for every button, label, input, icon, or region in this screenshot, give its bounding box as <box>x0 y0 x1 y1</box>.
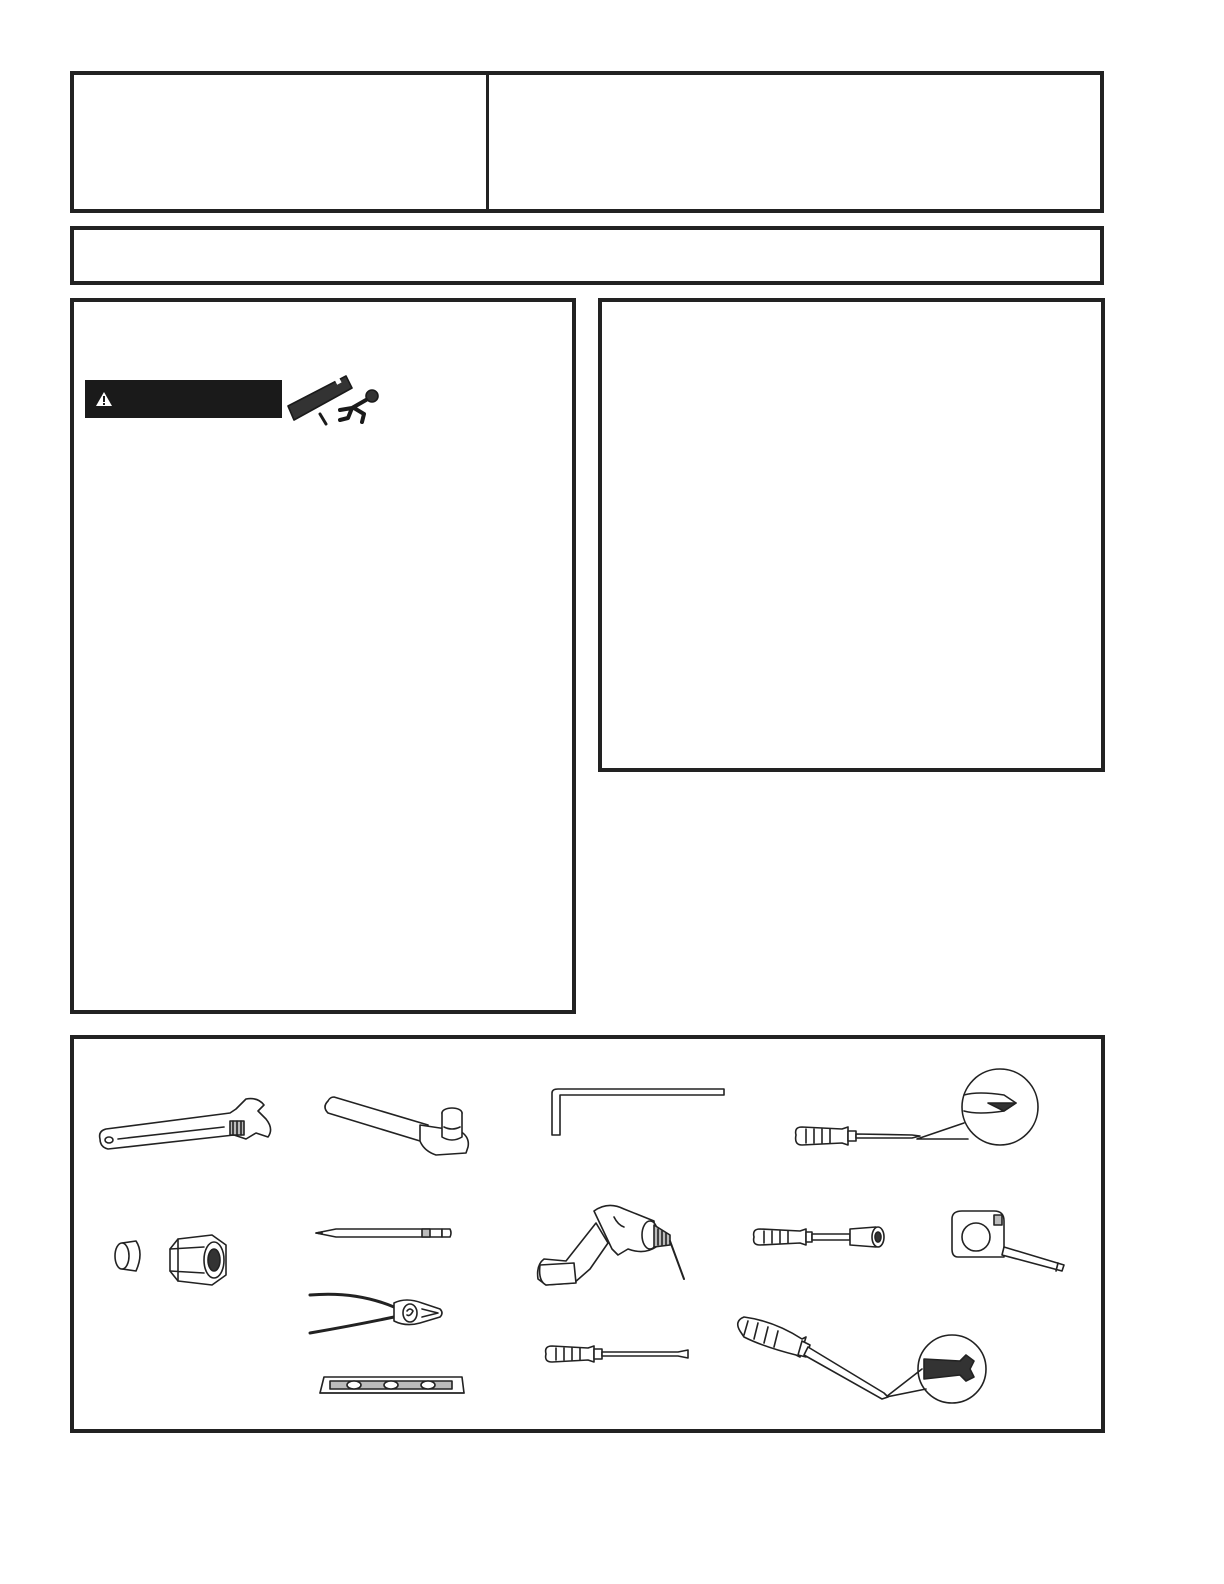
nut-driver-ratchet-icon <box>320 1091 480 1161</box>
header-box <box>70 71 1104 213</box>
pliers-icon <box>306 1289 446 1339</box>
tape-measure-icon <box>948 1207 1070 1273</box>
cordless-drill-icon <box>534 1199 694 1311</box>
tools-panel <box>70 1035 1105 1433</box>
tip-over-hazard-icon <box>286 374 386 426</box>
flat-blade-screwdriver-icon <box>542 1339 694 1369</box>
pencil-icon <box>312 1223 454 1243</box>
torx-screwdriver-icon <box>734 1309 1004 1409</box>
level-icon <box>316 1371 468 1399</box>
phillips-screwdriver-icon <box>792 1065 1042 1185</box>
warning-bar <box>85 380 282 418</box>
adjustable-wrench-icon <box>96 1095 276 1155</box>
ferrule-and-compression-nut-icon <box>108 1231 258 1291</box>
warning-triangle-icon <box>95 391 113 407</box>
socket-driver-icon <box>750 1219 894 1255</box>
banner-box <box>70 226 1104 285</box>
left-panel <box>70 298 576 1014</box>
hex-key-icon <box>548 1087 728 1139</box>
right-panel <box>598 298 1105 772</box>
header-divider <box>486 75 489 209</box>
